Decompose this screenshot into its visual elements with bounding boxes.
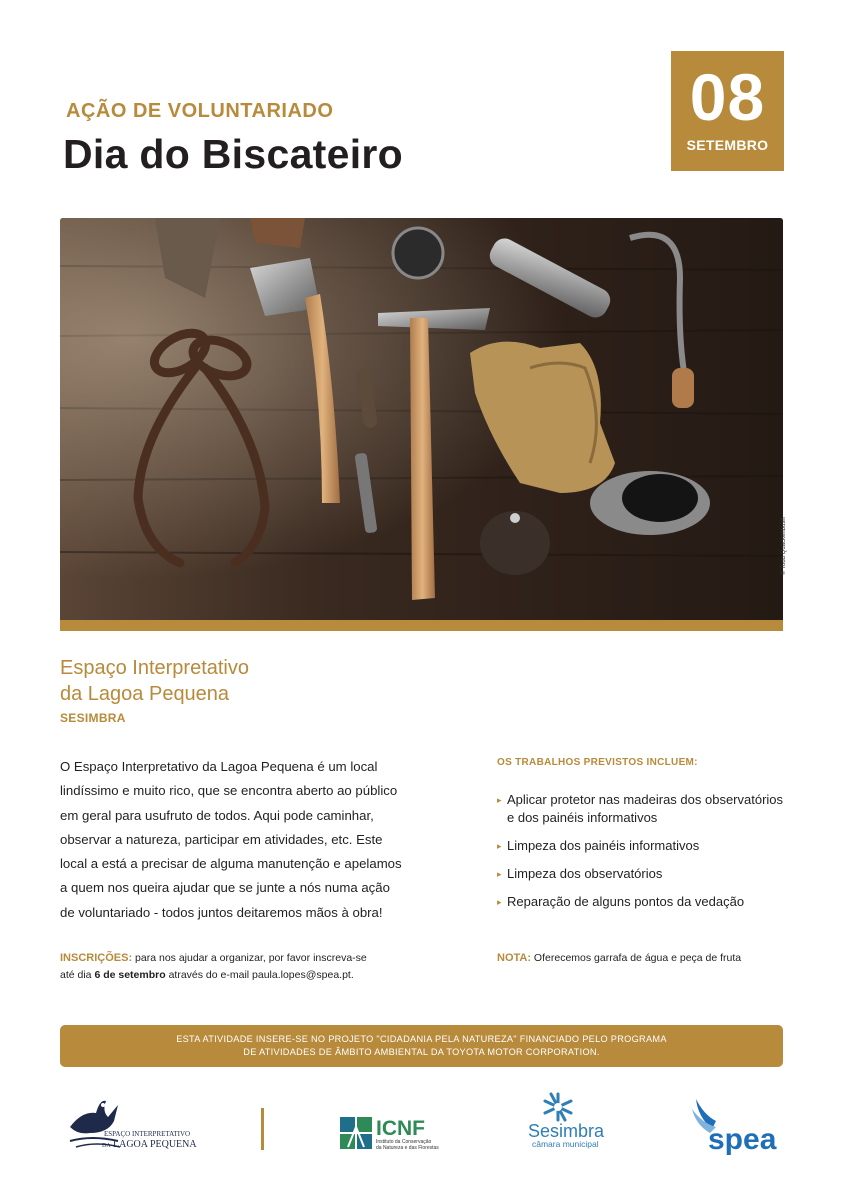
bullet-arrow-icon: ▸	[497, 897, 502, 907]
description-line: a quem nos queira ajudar que se junte a nós numa ação	[60, 880, 390, 896]
registration-label: INSCRIÇÕES:	[60, 952, 133, 964]
place-town: SESIMBRA	[60, 711, 126, 725]
bullet-arrow-icon: ▸	[497, 841, 502, 851]
icnf-sub1: Instituto da Conservação	[376, 1139, 432, 1145]
bullet-arrow-icon: ▸	[497, 795, 502, 805]
registration-info: INSCRIÇÕES: para nos ajudar a organizar, por favor inscreva-se até dia 6 de setembro através do e-mail paula.lopes@spea.pt.	[60, 952, 367, 981]
tools-photo	[60, 218, 783, 620]
date-month: SETEMBRO	[686, 137, 769, 153]
registration-deadline: 6 de setembro	[94, 969, 166, 981]
works-item: ▸ Limpeza dos painéis informativos	[497, 838, 700, 853]
sesimbra-name: Sesimbra	[528, 1121, 605, 1141]
bullet-arrow-icon: ▸	[497, 869, 502, 879]
description-line: lindíssimo e muito rico, que se encontra aberto ao público	[60, 783, 398, 799]
icnf-logo	[338, 1113, 443, 1153]
lagoa-logo-line1: ESPAÇO INTERPRETATIVO	[104, 1130, 191, 1138]
sesimbra-logo	[523, 1090, 618, 1152]
event-kicker: AÇÃO DE VOLUNTARIADO	[66, 100, 334, 122]
icnf-name: ICNF	[376, 1117, 425, 1140]
icnf-sub2: da Natureza e das Florestas	[376, 1145, 439, 1151]
description	[60, 755, 420, 925]
photo-credit: © Todd Quackenbush	[781, 517, 787, 575]
place-title	[60, 655, 380, 707]
tools-illustration	[60, 218, 783, 620]
photo-accent-band	[60, 620, 783, 631]
event-title: Dia do Biscateiro	[63, 131, 404, 177]
place-title-line1: Espaço Interpretativo	[60, 657, 249, 679]
works-heading: OS TRABALHOS PREVISTOS INCLUEM:	[497, 757, 698, 768]
lagoa-logo-line3: LAGOA PEQUENA	[113, 1139, 197, 1150]
description-line: O Espaço Interpretativo da Lagoa Pequena é um local	[60, 759, 378, 774]
logo-divider	[261, 1108, 264, 1150]
description-line: em geral para usufruto de todos. Aqui pode caminhar,	[60, 807, 374, 823]
description-line: observar a natureza, participar em atividades, etc. Este	[60, 831, 383, 847]
works-item: ▸ Reparação de alguns pontos da vedação	[497, 894, 745, 909]
works-item: ▸ Limpeza dos observatórios	[497, 866, 663, 881]
sesimbra-logo-graphic	[523, 1090, 618, 1152]
description-line: de voluntariado - todos juntos deitaremos mãos à obra!	[60, 904, 383, 920]
lagoa-pequena-logo	[62, 1093, 197, 1153]
sesimbra-sub: câmara municipal	[532, 1139, 599, 1149]
sponsor-banner	[60, 1025, 783, 1067]
place-title-line2: da Lagoa Pequena	[60, 683, 230, 705]
registration-email[interactable]: através do e-mail paula.lopes@spea.pt.	[165, 969, 354, 981]
banner-line1: ESTA ATIVIDADE INSERE-SE NO PROJETO "CIDADANIA PELA NATUREZA" FINANCIADO PELO PROGRAMA	[176, 1034, 667, 1044]
works-item: ▸ Aplicar protetor nas madeiras dos observatórios e dos painéis informativos	[497, 792, 784, 825]
spea-logo	[690, 1095, 785, 1157]
date-day: 08	[689, 60, 766, 134]
lagoa-pequena-logo-graphic	[62, 1093, 197, 1153]
lagoa-logo-line2: DA	[102, 1143, 111, 1149]
note: NOTA: Oferecemos garrafa de água e peça de fruta	[497, 952, 742, 964]
spea-name: spea	[708, 1123, 777, 1156]
spea-logo-graphic	[690, 1095, 785, 1157]
date-box	[671, 51, 784, 171]
description-line: local a está a precisar de alguma manutenção e apelamos	[60, 856, 402, 872]
note-label: NOTA:	[497, 952, 532, 964]
banner-line2: DE ATIVIDADES DE ÂMBITO AMBIENTAL DA TOYOTA MOTOR CORPORATION.	[243, 1047, 600, 1057]
icnf-logo-graphic	[338, 1113, 443, 1153]
works-list	[497, 791, 787, 921]
